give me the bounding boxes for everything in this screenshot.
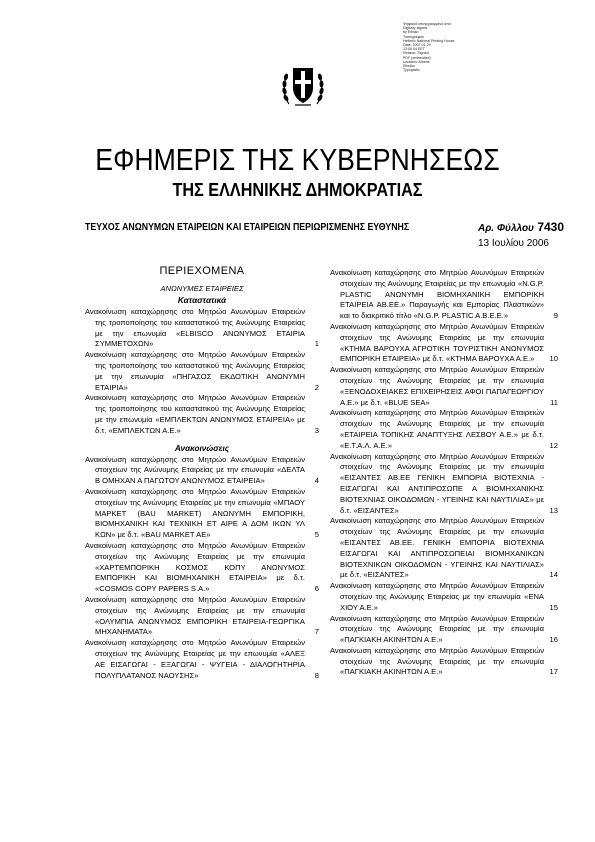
entry-page: 14: [549, 570, 558, 580]
contents-entry[interactable]: [330, 365, 558, 408]
stamp-line: PDF (embedded): [403, 55, 431, 60]
contents-entry[interactable]: [85, 350, 319, 393]
stamp-line: Digitally signed: [403, 26, 428, 31]
entry-text: Ανακοίνωση καταχώρησης στο Μητρώο Ανωνύμων Εταιρειών στοιχείων της Ανώνυμης Εταιρείας με την επωνυμία «N.G.P. PLASTIC ΑΝΩΝΥΜΗ ΒΙΟΜΗΧΑΝΙΚΗ ΕΜΠΟΡΙΚΗ ΕΤΑΙΡΕΙΑ ΑΒ.ΕΕ.» Παραγωγής και Εμπορίας Πλαστικών» και το διακριτικό τίτλο «N.G.P. PLASTIC A.B.E.E.»: [330, 268, 544, 321]
entry-page: 1: [314, 339, 319, 349]
contents-left-column: [85, 263, 319, 681]
entry-text: Ανακοίνωση καταχώρησης στο Μητρώο Ανωνύμων Εταιρειών στοιχείων της Ανώνυμης Εταιρείας με την επωνυμία «ΞΕΝΟΔΟΧΕΙΑΚΕΣ ΕΠΙΧΕΙΡΗΣΕΙΣ ΑΦΟΙ ΠΑΠΑΓΕΩΡΓΙΟΥ Α.Ε.» με δ.τ. «BLUE SEA»: [330, 365, 544, 407]
entry-text: Ανακοίνωση καταχώρησης στο Μητρώο Ανωνύμων Εταιρειών της τροποποίησης του καταστατικού της Ανώνυμης Εταιρείας με την επωνυμία «ELBISCO ΑΝΩΝΥΜΟΣ ΕΤΑΙΡΙΑ ΣΥΜΜΕΤΟΧΩΝ»: [85, 307, 305, 349]
entry-page: 6: [314, 584, 319, 594]
entry-page: 17: [549, 667, 558, 677]
stamp-line: Ψηφιακά υπογεγραμμένο από: [403, 22, 451, 26]
issue-date: 13 Ιουλίου 2006: [478, 238, 549, 249]
entry-text: Ανακοίνωση καταχώρησης στο Μητρώο Ανωνύμων Εταιρειών της τροποποίησης του καταστατικού της Ανώνυμης Εταιρείας με την επωνυμία «ΕΜΠΛΕΚΤΩΝ ΑΝΩΝΥΜΟΣ ΕΤΑΙΡΕΙΑ» με δ.τ. «ΕΜΠΛΕΚΤΩΝ Α.Ε.»: [85, 393, 305, 435]
contents-entry[interactable]: [330, 322, 558, 365]
entry-text: Ανακοίνωση καταχώρησης στο Μητρώο Ανωνύμων Εταιρειών στοιχείων της Ανώνυμης Εταιρείας με την επωνυμία «ΠΑΓΚΙΑΚΗ ΑΚΙΝΗΤΩΝ Α.Ε.»: [330, 613, 544, 645]
entry-page: 5: [314, 530, 319, 540]
stamp-line: 13:00:04 EET: [403, 47, 425, 52]
contents-entry[interactable]: [330, 646, 558, 678]
entry-page: 7: [314, 627, 319, 637]
contents-entry[interactable]: [330, 581, 558, 613]
stamp-line: by Εθνικό: [403, 30, 419, 35]
stamp-line: Date: 2007.01.29: [403, 43, 431, 48]
entry-text: Ανακοίνωση καταχώρησης στο Μητρώο Ανωνύμων Εταιρειών στοιχείων της Ανώνυμης Εταιρείας με την επωνυμία «ΟΛΥΜΠΙΑ ΑΝΩΝΥΜΟΣ ΕΜΠΟΡΙΚΗ ΕΤΑΙΡΕΙΑ-ΓΕΩΡΓΙΚΑ ΜΗΧΑΝΗΜΑΤΑ»: [85, 594, 305, 637]
entry-text: Ανακοίνωση καταχώρησης στο Μητρώο Ανωνύμων Εταιρειών στοιχείων της Ανώνυμης Εταιρείας με την επωνυμία «ΚΤΗΜΑ ΒΑΡΟΥΧΑ ΑΓΡΟΤΙΚΗ ΤΟΥΡΙΣΤΙΚΗ ΑΝΩΝΥΜΟΣ ΕΜΠΟΡΙΚΗ ΕΤΑΙΡΕΙΑ» με δ.τ. «ΚΤΗΜΑ ΒΑΡΟΥΧΑ Α.Ε.»: [330, 321, 544, 364]
entry-text: Ανακοίνωση καταχώρησης στο Μητρώο Ανωνύμων Εταιρειών στοιχείων της Ανώνυμης Εταιρείας με την επωνυμία «ΧΑΡΤΕΜΠΟΡΙΚΗ ΚΟΣΜΟΣ ΚΟΠΥ ΑΝΩΝΥΜΟΣ ΕΜΠΟΡΙΚΗ ΚΑΙ ΒΙΟΜΗΧΑΝΙΚΗ ΕΤΑΙΡΕΙΑ» με δ.τ. «COSMOS COPY PAPERS S.A.»: [85, 540, 305, 594]
gazette-title: ΕΦΗΜΕΡΙΣ ΤΗΣ ΚΥΒΕΡΝΗΣΕΩΣ: [95, 142, 500, 177]
sheet-number: 7430: [537, 220, 565, 234]
entry-text: Ανακοίνωση καταχώρησης στο Μητρώο Ανωνύμων Εταιρειών της τροποποίησης του καταστατικού της Ανώνυμης Εταιρείας με την επωνυμία «ΠΗΓΑΣΟΣ ΕΚΔΟΤΙΚΗ ΑΝΩΝΥΜΗ ΕΤΑΙΡΙΑ»: [85, 350, 305, 392]
contents-entry[interactable]: [85, 595, 319, 638]
contents-entry[interactable]: [85, 541, 319, 595]
entry-page: 2: [314, 382, 319, 392]
sheet-number-label: Αρ. Φύλλου: [478, 223, 534, 234]
entry-text: Ανακοίνωση καταχώρησης στο Μητρώο Ανωνύμων Εταιρειών στοιχείων της Ανώνυμης Εταιρείας με την επωνυμία «ΕΤΑΙΡΕΙΑ ΤΟΠΙΚΗΣ ΑΝΑΠΤΥΞΗΣ ΛΕΣΒΟΥ Α.Ε.» με δ.τ. «Ε.Τ.Α.Λ. Α.Ε.»: [330, 408, 544, 450]
section-heading: ΑΝΩΝΥΜΕΣ ΕΤΑΙΡΕΙΕΣ: [160, 284, 244, 293]
contents-entry[interactable]: [330, 516, 558, 581]
entry-page: 16: [549, 635, 558, 645]
stamp-line: Reason: Signed: [403, 51, 429, 56]
contents-right-column: [330, 268, 558, 678]
stamp-line: Τυπογραφείο: [403, 34, 424, 39]
contents-heading: ΠΕΡΙΕΧΟΜΕΝΑ: [159, 265, 245, 277]
entry-page: 3: [314, 425, 319, 435]
contents-entry[interactable]: [330, 408, 558, 451]
entry-page: 11: [550, 397, 558, 407]
entry-page: 13: [549, 505, 558, 515]
entry-text: Ανακοίνωση καταχώρησης στο Μητρώο Ανωνύμων Εταιρειών στοιχείων της Ανώνυμης Εταιρείας με την επωνυμία «ΕΙΣΑΝΤΕΣ ΑΒ.ΕΕ ΓΕΝΙΚΗ ΕΜΠΟΡΙΑ ΒΙΟΤΕΧΝΙΑ - ΕΙΣΑΓΩΓΑΙ ΚΑΙ ΑΝΤΙΠΡΟΣΩΠΕ Α ΒΙΟΜΗΧΑΝΙΚΗΣ ΒΙΟΤΕΧΝΙΑΣ ΟΙΚΟΔΟΜΩΝ - ΥΓΕΙΝΗΣ ΚΑΙ ΝΑΥΤΙΛΙΑΣ» με δ.τ. «ΕΙΣΑΝΤΕΣ»: [330, 451, 544, 515]
entry-text: Ανακοίνωση καταχώρησης στο Μητρώο Ανωνύμων Εταιρειών στοιχείων της Ανώνυμης Εταιρείας με την επωνυμία «ΑΛΕΞ ΑΕ ΕΙΣΑΓΩΓΑΙ - ΕΞΑΓΩΓΑΙ - ΨΥΓΕΙΑ - ΔΙΑΛΟΓΗΤΗΡΙΑ ΠΟΛΥΠΛΑΤΑΝΟΣ ΝΑΟΥΣΗΣ»: [85, 638, 305, 680]
entry-text: Ανακοίνωση καταχώρησης στο Μητρώο Ανωνύμων Εταιρειών στοιχείων της Ανώνυμης Εταιρείας με την επωνυμία «ΔΕΛΤΑ Β ΟΜΗΧΑΝ Α ΠΑΓΩΤΟΥ ΑΝΩΝΥΜΟΣ ΕΤΑΙΡΕΙΑ»: [85, 454, 305, 486]
entry-page: 4: [314, 476, 319, 486]
stamp-line: Hellenic National Printing House: [403, 38, 455, 43]
contents-entry[interactable]: [85, 393, 319, 436]
entry-text: Ανακοίνωση καταχώρησης στο Μητρώο Ανωνύμων Εταιρειών στοιχείων της Ανώνυμης Εταιρείας με την επωνυμία «ΠΑΓΚΙΑΚΗ ΑΚΙΝΗΤΩΝ Α.Ε.»: [330, 645, 544, 677]
entry-text: Ανακοίνωση καταχώρησης στο Μητρώο Ανωνύμων Εταιρειών στοιχείων της Ανώνυμης Εταιρείας με την επωνυμία «ΕΝΑ ΧΙΟΥ Α.Ε.»: [330, 581, 544, 612]
contents-entry[interactable]: [330, 614, 558, 646]
sheet-number-block: [478, 220, 564, 234]
contents-entry[interactable]: [85, 307, 319, 350]
issue-type: ΤΕΥΧΟΣ ΑΝΩΝΥΜΩΝ ΕΤΑΙΡΕΙΩΝ ΚΑΙ ΕΤΑΙΡΕΙΩΝ ΠΕΡΙΩΡΙΣΜΕΝΗΣ ΕΥΘΥΝΗΣ: [85, 222, 410, 233]
entry-page: 12: [549, 440, 558, 450]
entry-page: 8: [314, 670, 319, 680]
subsection-heading-statutes: Καταστατικά: [177, 296, 227, 305]
contents-entry[interactable]: [330, 268, 558, 322]
subsection-heading-announcements: Ανακοινώσεις: [174, 443, 230, 453]
contents-entry[interactable]: [85, 638, 319, 681]
contents-entry[interactable]: [85, 487, 319, 541]
contents-entry[interactable]: [85, 455, 319, 487]
stamp-line: Typografio: [403, 68, 420, 73]
stamp-line: Location: Athens: [403, 59, 430, 64]
entry-page: 15: [549, 602, 558, 612]
gazette-subtitle: ΤΗΣ ΕΛΛΗΝΙΚΗΣ ΔΗΜΟΚΡΑΤΙΑΣ: [172, 180, 423, 200]
coat-of-arms-emblem: [281, 60, 325, 110]
entry-page: 10: [549, 354, 558, 364]
stamp-line: Ethniko: [403, 64, 415, 69]
entry-text: Ανακοίνωση καταχώρησης στο Μητρώο Ανωνύμων Εταιρειών στοιχείων της Ανώνυμης Εταιρείας με την επωνυμία «ΕΙΣΑΝΤΕΣ ΑΒ.ΕΕ. ΓΕΝΙΚΗ ΕΜΠΟΡΙΑ ΒΙΟΤΕΧΝΙΑ ΕΙΣΑΓΩΓΑΙ ΚΑΙ ΑΝΤΙΠΡΟΣΩΠΕΙΑΙ ΒΙΟΜΗΧΑΝΙΚΩΝ ΒΙΟΤΕΧΝΙΚΩΝ ΟΙΚΟΔΟΜΩΝ - ΥΓΕΙΝΗΣ ΚΑΙ ΝΑΥΤΙΛΙΑΣ» με δ.τ. «ΕΙΣΑΝΤΕΣ»: [330, 516, 544, 580]
entry-page: 9: [553, 311, 558, 321]
digital-signature-stamp: [403, 22, 475, 72]
entry-text: Ανακοίνωση καταχώρησης στο Μητρώο Ανωνύμων Εταιρειών στοιχείων της Ανώνυμης Εταιρείας με την επωνυμία «ΜΠΑΟΥ ΜΑΡΚΕΤ (BAU MARKET) ΑΝΩΝΥΜΗ ΕΜΠΟΡΙΚΗ, ΒΙΟΜΗΧΑΝΙΚΗ ΚΑΙ ΤΕΧΝΙΚΗ ΕΤ ΑΙΡΕ Α ΔΟΜ ΙΚΩΝ ΥΛ ΚΩΝ» με δ.τ. «BAU MARKET AE»: [85, 486, 305, 540]
contents-entry[interactable]: [330, 452, 558, 517]
